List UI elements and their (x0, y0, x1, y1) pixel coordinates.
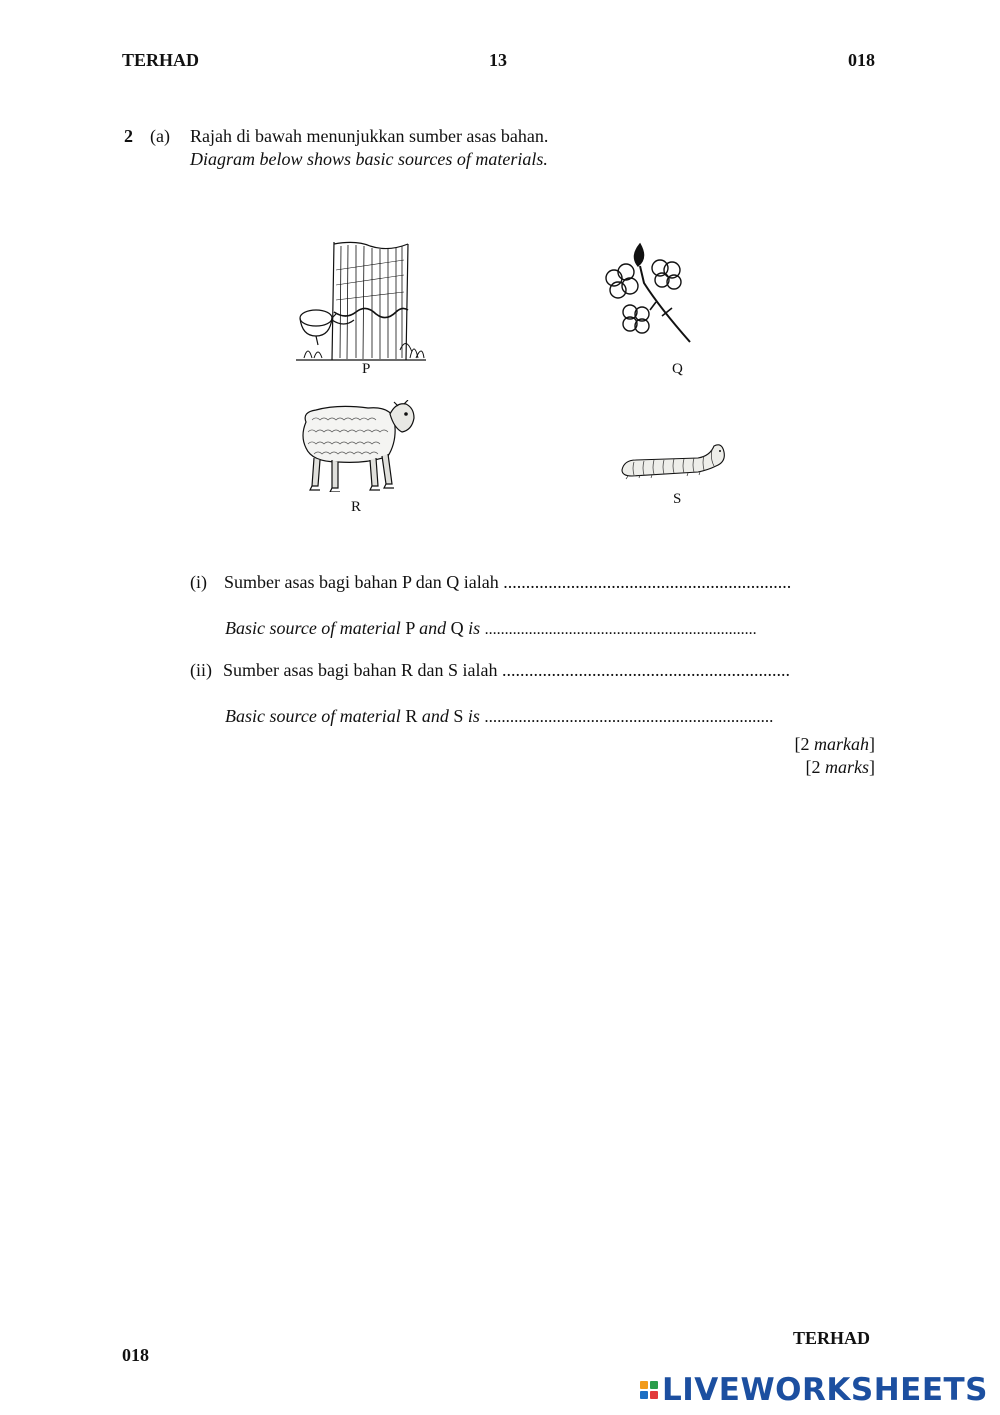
item-i-ms (190, 572, 791, 593)
logo-square (650, 1381, 658, 1389)
answer-blank-i-en[interactable]: .................................................................... (484, 621, 757, 638)
logo-square (640, 1381, 648, 1389)
question-part: (a) (150, 126, 170, 146)
header-left: TERHAD (122, 50, 200, 70)
item-i-en (225, 618, 757, 639)
answer-blank-ii-ms[interactable]: ................................................................ (501, 660, 790, 680)
item-ii-ms (190, 660, 790, 681)
item-text: Basic source of material (225, 706, 401, 726)
liveworksheets-text: LIVEWORKSHEETS (662, 1372, 988, 1408)
item-text: Sumber asas bagi bahan R dan S ialah (223, 660, 498, 680)
marks-number: [2 (794, 734, 810, 754)
material-letter: S (453, 706, 464, 726)
cotton-plant-image (600, 238, 700, 346)
question-stem-en: Diagram below shows basic sources of materials. (190, 149, 548, 169)
page-number: 13 (489, 50, 507, 70)
label-r: R (351, 499, 362, 515)
rubber-tree-image (296, 240, 426, 365)
item-text: Basic source of material (225, 618, 401, 638)
question-stem-ms: Rajah di bawah menunjukkan sumber asas bahan. (190, 126, 549, 146)
material-letter: R (405, 706, 418, 726)
item-number: (i) (190, 572, 207, 592)
footer-right: TERHAD (793, 1328, 871, 1348)
header-right: 018 (848, 50, 875, 70)
footer-left: 018 (122, 1345, 149, 1365)
answer-blank-i-ms[interactable]: ................................................................ (503, 572, 792, 592)
marks-word: marks (825, 757, 869, 777)
liveworksheets-logo-icon (640, 1381, 658, 1399)
item-text: Sumber asas bagi bahan P dan Q ialah (224, 572, 499, 592)
silkworm-image (618, 440, 728, 480)
item-text: is (468, 618, 481, 638)
marks-bracket: ] (869, 757, 875, 777)
item-ii-en (225, 706, 773, 727)
question-number: 2 (124, 126, 133, 146)
sheep-image (298, 400, 418, 492)
label-s: S (673, 491, 682, 507)
label-p: P (362, 361, 371, 377)
answer-blank-ii-en[interactable]: .................................................................... (484, 707, 774, 726)
marks-en (806, 757, 876, 778)
logo-square (640, 1391, 648, 1399)
label-q: Q (672, 361, 683, 377)
logo-square (650, 1391, 658, 1399)
item-text: is (467, 706, 480, 726)
marks-word: markah (814, 734, 869, 754)
liveworksheets-watermark (640, 1372, 988, 1408)
item-text: and (421, 706, 449, 726)
marks-number: [2 (805, 757, 821, 777)
material-letter: P (405, 618, 415, 638)
item-text: and (419, 618, 447, 638)
marks-ms (795, 734, 876, 755)
item-number: (ii) (190, 660, 212, 680)
material-letter: Q (450, 618, 464, 638)
marks-bracket: ] (869, 734, 875, 754)
